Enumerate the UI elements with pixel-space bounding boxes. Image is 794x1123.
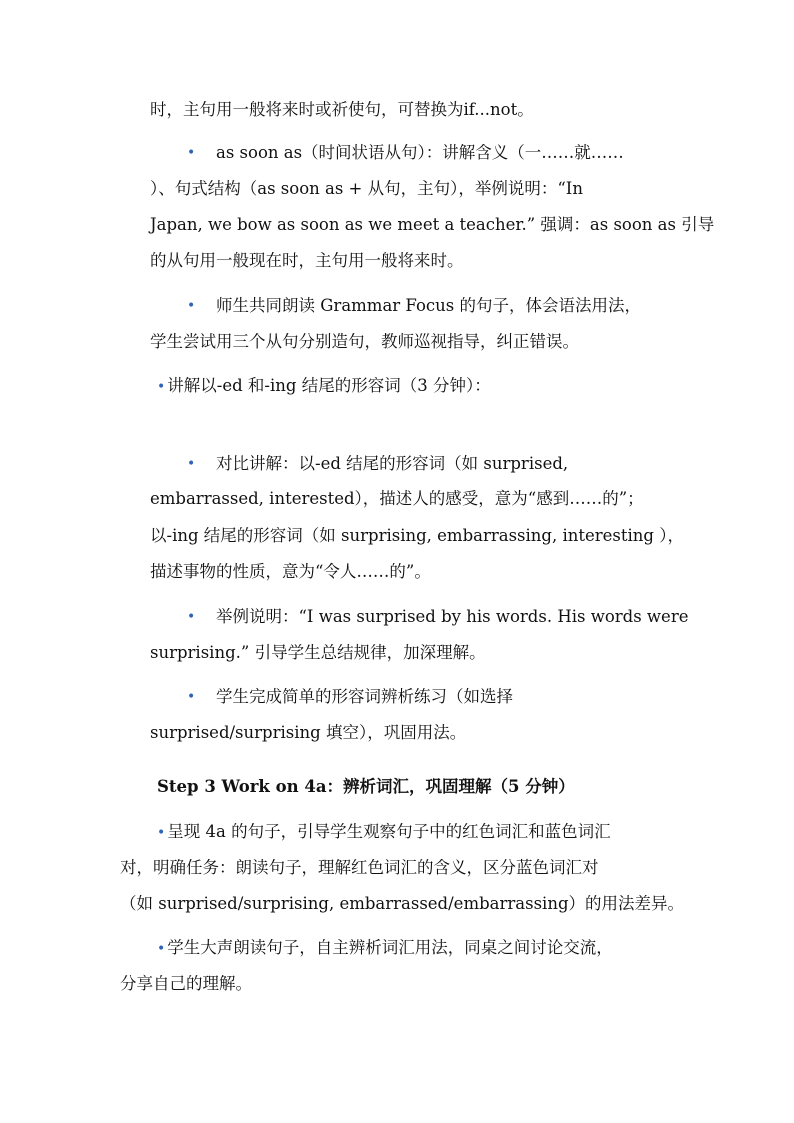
section-heading-step3: Step 3 Work on 4a：辨析词汇，巩固理解（5 分钟）	[157, 777, 575, 796]
list-item-present-4a	[157, 821, 611, 844]
list-item-contrast: 对比讲解：以-ed 结尾的形容词（如 surprised,	[216, 454, 569, 473]
paragraph-line: 描述事物的性质，意为“令人……的”。	[150, 562, 431, 581]
paragraph-line: 的从句用一般现在时，主句用一般将来时。	[150, 251, 464, 270]
bullet-icon: •	[187, 456, 196, 472]
item-text: 学生大声朗读句子，自主辨析词汇用法，同桌之间讨论交流，	[167, 938, 613, 957]
bullet-icon: •	[187, 298, 196, 314]
list-item-example: 举例说明：“I was surprised by his words. His words were	[216, 607, 689, 626]
list-item-grammar-focus: 师生共同朗读 Grammar Focus 的句子，体会语法用法，	[216, 296, 641, 315]
paragraph-line: embarrassed, interested），描述人的感受，意为“感到……的”；	[150, 489, 644, 508]
paragraph-line: 学生尝试用三个从句分别造句，教师巡视指导，纠正错误。	[150, 332, 579, 351]
paragraph-line: 分享自己的理解。	[120, 974, 252, 993]
bullet-icon: •	[157, 941, 166, 957]
bullet-icon: •	[157, 379, 166, 395]
paragraph-line: （如 surprised/surprising, embarrassed/embarrassing）的用法差异。	[120, 894, 685, 913]
paragraph-line: surprising.” 引导学生总结规律，加深理解。	[150, 643, 486, 662]
item-text: 讲解以-ed 和-ing 结尾的形容词（3 分钟）：	[167, 376, 491, 395]
paragraph-line: surprised/surprising 填空），巩固用法。	[150, 723, 467, 742]
paragraph-line: 对，明确任务：朗读句子，理解红色词汇的含义，区分蓝色词汇对	[120, 858, 599, 877]
bullet-icon: •	[187, 609, 196, 625]
paragraph-line: Japan, we bow as soon as we meet a teacher.” 强调：as soon as 引导	[150, 215, 715, 234]
paragraph-line: ）、句式结构（as soon as + 从句，主句），举例说明：“In	[150, 179, 583, 198]
bullet-icon: •	[187, 689, 196, 705]
item-text: 呈现 4a 的句子，引导学生观察句子中的红色词汇和蓝色词汇	[167, 822, 611, 841]
paragraph-line: 时，主句用一般将来时或祈使句，可替换为if...not。	[150, 100, 534, 119]
list-item-exercise: 学生完成简单的形容词辨析练习（如选择	[216, 687, 513, 706]
list-item-as-soon-as: as soon as（时间状语从句）：讲解含义（一……就……	[216, 143, 624, 162]
bullet-icon: •	[157, 825, 166, 841]
list-item-adjectives-heading	[157, 375, 491, 398]
list-item-read-aloud	[157, 937, 613, 960]
bullet-icon: •	[187, 145, 196, 161]
paragraph-line: 以-ing 结尾的形容词（如 surprising, embarrassing, interesting ），	[150, 526, 684, 545]
